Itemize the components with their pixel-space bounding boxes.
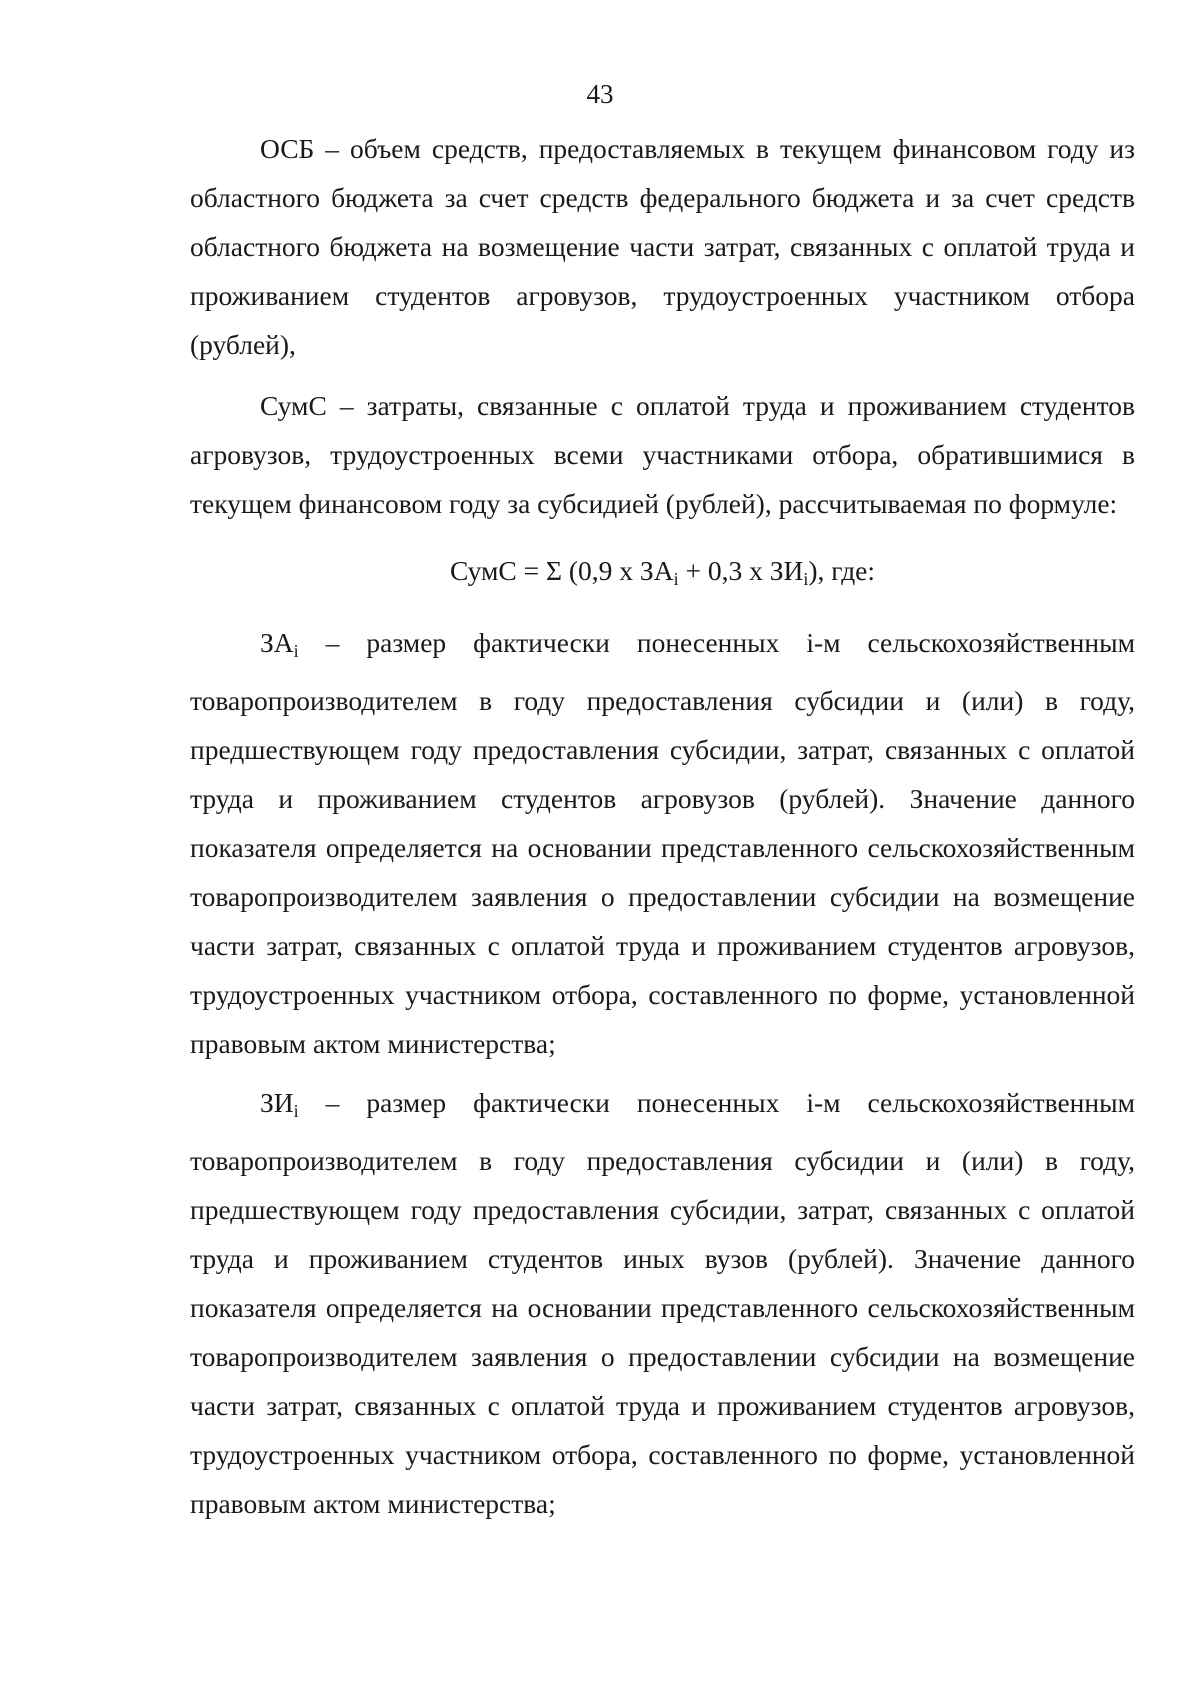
paragraph-zi-definition <box>190 1078 1135 1528</box>
formula-lhs: СумС = Σ (0,9 х ЗА <box>449 555 674 586</box>
paragraph-sumc-definition: СумС – затраты, связанные с оплатой труда и проживанием студентов агровузов, трудоустроенных всеми участниками отбора, обратившимися в текущем финансовом году за субсидией (рублей), рассчитываемая по формуле: <box>190 390 1135 519</box>
paragraph-za-definition <box>190 618 1135 1068</box>
formula-subscript-1: i <box>673 569 679 589</box>
paragraph-za-text: – размер фактически понесенных i-м сельскохозяйственным товаропроизводителем в году предоставления субсидии и (или) в году, предшествующем году предоставления субсидии, затрат, связанных с оплатой труда и проживанием студентов агровузов (рублей). Значение данного показателя определяется на основании представленного сельскохозяйственным товаропроизводителем заявления о предоставлении субсидии на возмещение части затрат, связанных с оплатой труда и проживанием студентов агровузов, трудоустроенных участником отбора, составленного по форме, установленной правовым актом министерства; <box>190 627 1135 1059</box>
document-body <box>190 124 1135 1528</box>
term-za-symbol: ЗА <box>260 627 294 658</box>
formula-sumc <box>190 546 1135 604</box>
paragraph-zi-text: – размер фактически понесенных i-м сельскохозяйственным товаропроизводителем в году предоставления субсидии и (или) в году, предшествующем году предоставления субсидии, затрат, связанных с оплатой труда и проживанием студентов иных вузов (рублей). Значение данного показателя определяется на основании представленного сельскохозяйственным товаропроизводителем заявления о предоставлении субсидии на возмещение части затрат, связанных с оплатой труда и проживанием студентов агровузов, трудоустроенных участником отбора, составленного по форме, установленной правовым актом министерства; <box>190 1087 1135 1519</box>
formula-middle: + 0,3 х ЗИ <box>678 555 804 586</box>
formula-subscript-2: i <box>803 569 809 589</box>
term-zi-symbol: ЗИ <box>260 1087 294 1118</box>
term-za-subscript: i <box>293 641 299 661</box>
formula-rhs: ), где: <box>808 555 876 586</box>
page-number: 43 <box>586 79 614 109</box>
paragraph-osb-definition: ОСБ – объем средств, предоставляемых в текущем финансовом году из областного бюджета за счет средств федерального бюджета и за счет средств областного бюджета на возмещение части затрат, связанных с оплатой труда и проживанием студентов агровузов, трудоустроенных участником отбора (рублей), <box>190 133 1135 360</box>
term-zi-subscript: i <box>293 1101 299 1121</box>
